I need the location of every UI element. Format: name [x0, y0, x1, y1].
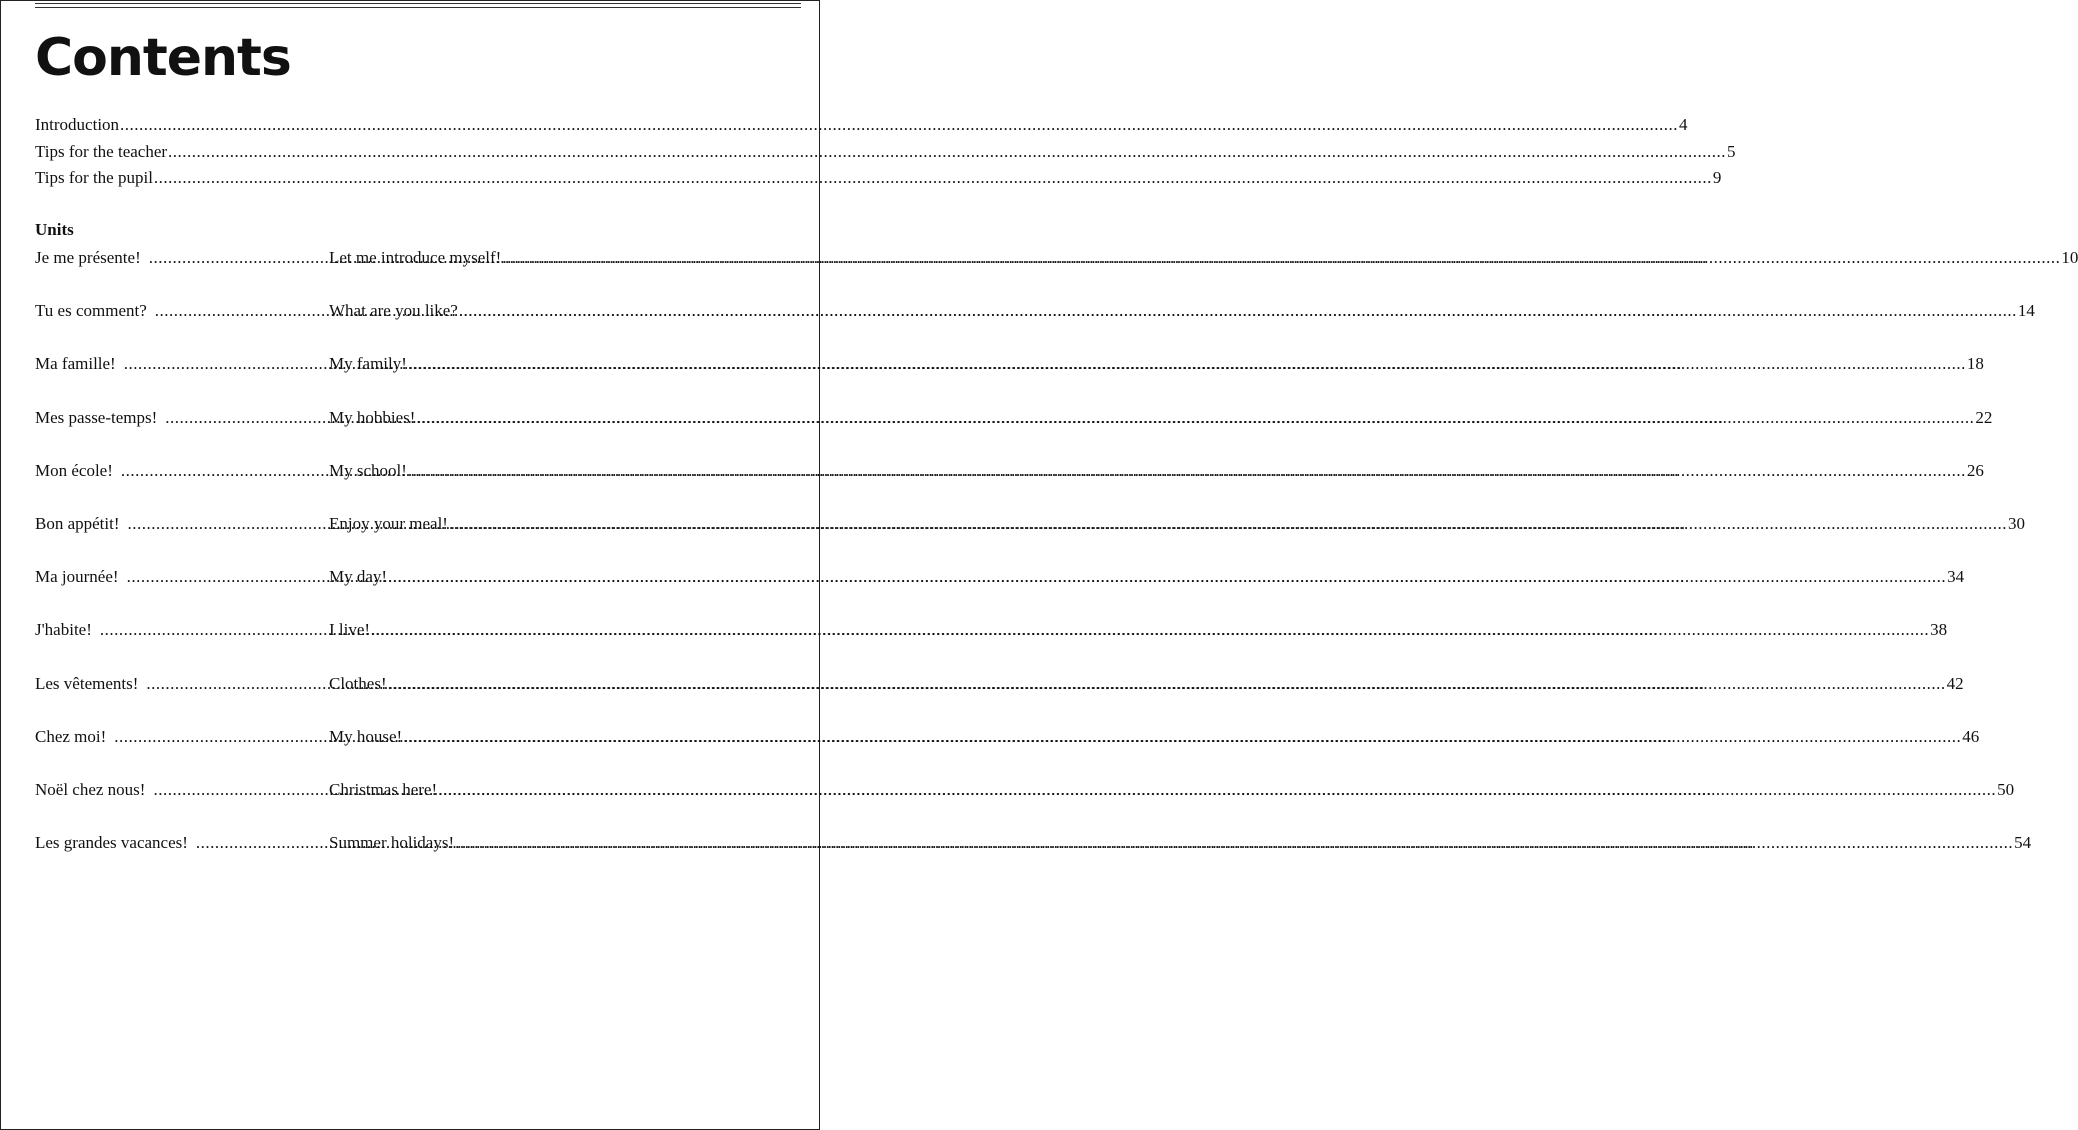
- toc-entry-label: Tips for the pupil: [35, 168, 153, 187]
- unit-french-title: Je me présente!: [35, 248, 141, 267]
- unit-french: [35, 353, 329, 375]
- unit-french-title: Les grandes vacances!: [35, 833, 188, 852]
- unit-page: 34: [1947, 567, 1965, 586]
- unit-french-title: Mon école!: [35, 461, 113, 480]
- unit-french: [35, 566, 329, 588]
- toc-entry-page: 9: [1712, 168, 1722, 187]
- unit-english-title: Clothes!: [329, 674, 387, 693]
- unit-english: [329, 513, 2025, 535]
- unit-french-title: Chez moi!: [35, 727, 107, 746]
- unit-english-title: What are you like?: [329, 301, 458, 320]
- unit-english-title: My hobbies!: [329, 408, 416, 427]
- dot-leader: [388, 673, 1946, 695]
- dot-leader: [403, 726, 1961, 748]
- unit-english: [329, 832, 2031, 854]
- unit-row[interactable]: [35, 832, 2032, 854]
- unit-french-title: Bon appétit!: [35, 514, 120, 533]
- toc-entry-page: 5: [1727, 142, 1736, 161]
- unit-english-title: Enjoy your meal!: [329, 514, 448, 533]
- unit-page: 18: [1966, 354, 1984, 373]
- dot-leader: [408, 353, 1966, 375]
- dot-leader: [154, 167, 1712, 189]
- dot-leader: [388, 566, 1946, 588]
- dot-leader: [449, 513, 2007, 535]
- unit-row[interactable]: [35, 726, 1980, 748]
- unit-row[interactable]: [35, 673, 1964, 695]
- unit-english-title: Christmas here!: [329, 780, 438, 799]
- unit-page: 26: [1966, 461, 1984, 480]
- unit-english-title: My family!: [329, 354, 407, 373]
- unit-english: [329, 247, 2078, 269]
- page-title: Contents: [35, 28, 291, 88]
- dot-leader: [459, 300, 2017, 322]
- unit-row[interactable]: [35, 619, 1948, 641]
- dot-leader: [416, 407, 1974, 429]
- unit-page: 22: [1975, 408, 1993, 427]
- toc-entry-label: Introduction: [35, 115, 120, 134]
- unit-french-title: Mes passe-temps!: [35, 408, 158, 427]
- dot-leader: [120, 114, 1678, 136]
- unit-row[interactable]: [35, 566, 1965, 588]
- dot-leader: [502, 247, 2060, 269]
- unit-english: [329, 407, 1992, 429]
- unit-page: 30: [2007, 514, 2025, 533]
- unit-english: [329, 779, 2014, 801]
- unit-french: [35, 460, 329, 482]
- unit-row[interactable]: [35, 779, 2015, 801]
- unit-page: 38: [1930, 620, 1948, 639]
- unit-page: 10: [2061, 248, 2078, 267]
- toc-entry-label: Tips for the teacher: [35, 142, 168, 161]
- unit-english: [329, 673, 1964, 695]
- unit-english-title: My day!: [329, 567, 388, 586]
- unit-row[interactable]: [35, 460, 1984, 482]
- unit-french-title: Noël chez nous!: [35, 780, 146, 799]
- unit-row[interactable]: [35, 407, 1993, 429]
- unit-english-title: I live!: [329, 620, 371, 639]
- unit-page: 46: [1962, 727, 1980, 746]
- toc-entry-introduction[interactable]: [35, 114, 1688, 136]
- unit-english: [329, 726, 1979, 748]
- dot-leader: [371, 619, 1929, 641]
- unit-page: 50: [1997, 780, 2015, 799]
- unit-french: [35, 673, 329, 695]
- unit-french: [35, 300, 329, 322]
- dot-leader: [438, 779, 1996, 801]
- toc-entry-tips-pupil[interactable]: [35, 167, 1722, 189]
- unit-french: [35, 832, 329, 854]
- unit-french: [35, 619, 329, 641]
- unit-french: [35, 513, 329, 535]
- unit-english: [329, 460, 1984, 482]
- unit-french: [35, 247, 329, 269]
- unit-row[interactable]: [35, 300, 2035, 322]
- unit-french: [35, 407, 329, 429]
- unit-english-title: My school!: [329, 461, 407, 480]
- dot-leader: [455, 832, 2013, 854]
- dot-leader: [168, 141, 1726, 163]
- unit-page: 54: [2014, 833, 2032, 852]
- unit-french: [35, 726, 329, 748]
- unit-english-title: My house!: [329, 727, 403, 746]
- unit-french-title: Les vêtements!: [35, 674, 139, 693]
- unit-row[interactable]: [35, 247, 2078, 269]
- unit-english: [329, 619, 1947, 641]
- unit-french-title: Ma famille!: [35, 354, 116, 373]
- unit-french-title: Tu es comment?: [35, 301, 147, 320]
- top-rule: [35, 3, 801, 8]
- unit-page: 42: [1946, 674, 1964, 693]
- unit-english-title: Summer holidays!: [329, 833, 455, 852]
- unit-english: [329, 300, 2035, 322]
- unit-english: [329, 353, 1984, 375]
- unit-row[interactable]: [35, 513, 2025, 535]
- toc-entry-tips-teacher[interactable]: [35, 141, 1736, 163]
- unit-english-title: Let me introduce myself!: [329, 248, 502, 267]
- unit-french: [35, 779, 329, 801]
- units-heading: Units: [35, 220, 74, 239]
- unit-english: [329, 566, 1964, 588]
- unit-row[interactable]: [35, 353, 1984, 375]
- unit-french-title: J'habite!: [35, 620, 92, 639]
- unit-french-title: Ma journée!: [35, 567, 119, 586]
- toc-entry-page: 4: [1679, 115, 1688, 134]
- unit-page: 14: [2017, 301, 2035, 320]
- dot-leader: [408, 460, 1966, 482]
